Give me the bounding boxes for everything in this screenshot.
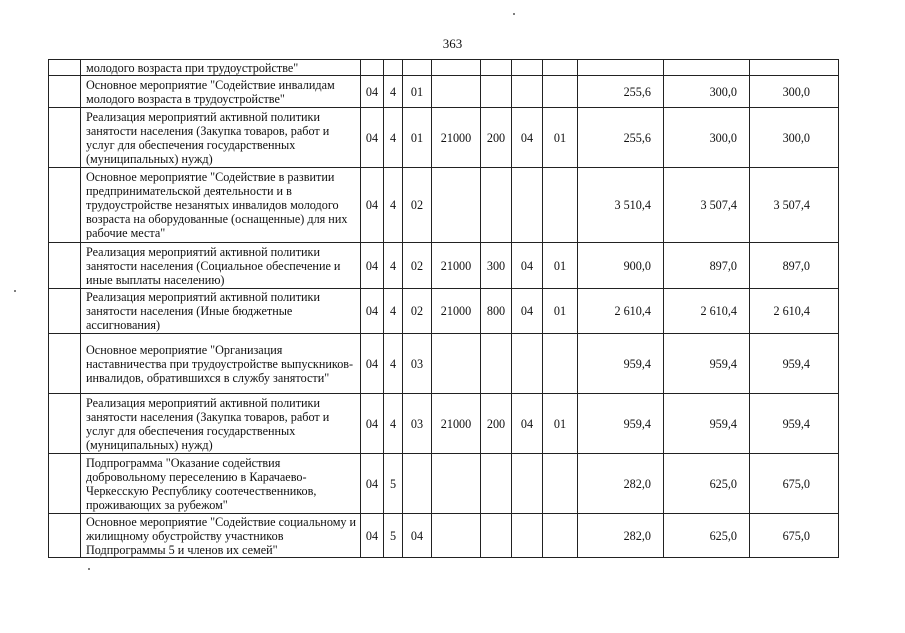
code-cell: [403, 60, 432, 76]
code-cell: 04: [361, 514, 384, 558]
number-cell: [49, 243, 81, 289]
amount-cell: 2 610,4: [750, 289, 839, 334]
number-cell: [49, 76, 81, 108]
amount-cell: [578, 60, 664, 76]
code-cell: [403, 454, 432, 514]
code-cell: 5: [384, 454, 403, 514]
code-cell: 04: [512, 108, 543, 168]
table-row: [49, 108, 839, 168]
amount-cell: 3 507,4: [750, 168, 839, 243]
code-cell: 01: [403, 108, 432, 168]
code-cell: 5: [384, 514, 403, 558]
amount-cell: 959,4: [750, 334, 839, 394]
scan-speck: [513, 13, 515, 15]
table-row: [49, 334, 839, 394]
code-cell: 4: [384, 76, 403, 108]
code-cell: 01: [543, 108, 578, 168]
code-cell: 21000: [432, 289, 481, 334]
amount-cell: 625,0: [664, 454, 750, 514]
code-cell: 01: [543, 289, 578, 334]
code-cell: 4: [384, 334, 403, 394]
code-cell: [432, 454, 481, 514]
code-cell: [361, 60, 384, 76]
table-row: [49, 168, 839, 243]
amount-cell: 959,4: [578, 394, 664, 454]
code-cell: 04: [403, 514, 432, 558]
code-cell: [432, 168, 481, 243]
scan-speck: [14, 290, 16, 292]
code-cell: [432, 76, 481, 108]
amount-cell: 897,0: [750, 243, 839, 289]
amount-cell: 300,0: [664, 76, 750, 108]
code-cell: [432, 514, 481, 558]
code-cell: [481, 334, 512, 394]
code-cell: 4: [384, 289, 403, 334]
amount-cell: 900,0: [578, 243, 664, 289]
description-cell: Реализация мероприятий активной политики занятости населения (Иные бюджетные ассигнования): [81, 289, 361, 334]
code-cell: 21000: [432, 108, 481, 168]
amount-cell: 282,0: [578, 454, 664, 514]
number-cell: [49, 394, 81, 454]
code-cell: 4: [384, 243, 403, 289]
code-cell: [543, 168, 578, 243]
amount-cell: [750, 60, 839, 76]
code-cell: [512, 454, 543, 514]
code-cell: 04: [512, 289, 543, 334]
code-cell: [512, 514, 543, 558]
amount-cell: 897,0: [664, 243, 750, 289]
code-cell: 04: [361, 289, 384, 334]
scan-speck: [88, 568, 90, 570]
amount-cell: 2 610,4: [664, 289, 750, 334]
code-cell: 01: [543, 394, 578, 454]
code-cell: 300: [481, 243, 512, 289]
code-cell: [384, 60, 403, 76]
code-cell: 01: [543, 243, 578, 289]
amount-cell: 2 610,4: [578, 289, 664, 334]
code-cell: [481, 60, 512, 76]
table-row: [49, 289, 839, 334]
number-cell: [49, 289, 81, 334]
code-cell: 02: [403, 243, 432, 289]
page-number: 363: [442, 36, 463, 51]
amount-cell: [664, 60, 750, 76]
table-row: [49, 514, 839, 558]
code-cell: [543, 454, 578, 514]
code-cell: 4: [384, 168, 403, 243]
table-row: [49, 76, 839, 108]
code-cell: [543, 514, 578, 558]
code-cell: [543, 76, 578, 108]
code-cell: 01: [403, 76, 432, 108]
amount-cell: 675,0: [750, 454, 839, 514]
code-cell: 04: [512, 243, 543, 289]
code-cell: 03: [403, 334, 432, 394]
code-cell: [512, 76, 543, 108]
code-cell: [481, 514, 512, 558]
description-cell: Подпрограмма "Оказание содействия добровольному переселению в Карачаево-Черкесскую Республику соотечественников, проживающих за рубежом": [81, 454, 361, 514]
description-cell: Основное мероприятие "Содействие инвалидам молодого возраста в трудоустройстве": [81, 76, 361, 108]
code-cell: [432, 334, 481, 394]
description-cell: Основное мероприятие "Содействие в развитии предпринимательской деятельности и в трудоустройстве незанятых инвалидов молодого возраста на оборудованные (оснащенные) для них рабочие места": [81, 168, 361, 243]
code-cell: 04: [361, 454, 384, 514]
code-cell: 21000: [432, 394, 481, 454]
code-cell: [481, 454, 512, 514]
description-cell: Основное мероприятие "Содействие социальному и жилищному обустройству участников Подпрограммы 5 и членов их семей": [81, 514, 361, 558]
code-cell: [512, 60, 543, 76]
code-cell: [432, 60, 481, 76]
amount-cell: 3 507,4: [664, 168, 750, 243]
number-cell: [49, 454, 81, 514]
code-cell: 4: [384, 394, 403, 454]
amount-cell: 300,0: [664, 108, 750, 168]
description-cell: Реализация мероприятий активной политики занятости населения (Закупка товаров, работ и услуг для обеспечения государственных (муниципальных) нужд): [81, 394, 361, 454]
table-row: [49, 60, 839, 76]
amount-cell: 959,4: [750, 394, 839, 454]
code-cell: [512, 168, 543, 243]
code-cell: [512, 334, 543, 394]
amount-cell: 255,6: [578, 108, 664, 168]
amount-cell: 959,4: [578, 334, 664, 394]
code-cell: 02: [403, 289, 432, 334]
code-cell: 04: [512, 394, 543, 454]
table-row: [49, 454, 839, 514]
code-cell: 02: [403, 168, 432, 243]
number-cell: [49, 60, 81, 76]
description-cell: Реализация мероприятий активной политики занятости населения (Социальное обеспечение и иные выплаты населению): [81, 243, 361, 289]
code-cell: 04: [361, 108, 384, 168]
code-cell: 200: [481, 394, 512, 454]
amount-cell: 255,6: [578, 76, 664, 108]
code-cell: 800: [481, 289, 512, 334]
number-cell: [49, 514, 81, 558]
code-cell: 04: [361, 168, 384, 243]
budget-table: [48, 59, 839, 558]
code-cell: 04: [361, 243, 384, 289]
code-cell: 04: [361, 394, 384, 454]
code-cell: 04: [361, 76, 384, 108]
amount-cell: 675,0: [750, 514, 839, 558]
code-cell: [543, 60, 578, 76]
code-cell: 04: [361, 334, 384, 394]
code-cell: 4: [384, 108, 403, 168]
code-cell: 200: [481, 108, 512, 168]
amount-cell: 959,4: [664, 334, 750, 394]
amount-cell: 300,0: [750, 108, 839, 168]
number-cell: [49, 108, 81, 168]
table-row: [49, 394, 839, 454]
amount-cell: 625,0: [664, 514, 750, 558]
code-cell: [481, 168, 512, 243]
amount-cell: 282,0: [578, 514, 664, 558]
code-cell: [543, 334, 578, 394]
code-cell: 21000: [432, 243, 481, 289]
description-cell: Реализация мероприятий активной политики занятости населения (Закупка товаров, работ и услуг для обеспечения государственных (муниципальных) нужд): [81, 108, 361, 168]
amount-cell: 300,0: [750, 76, 839, 108]
amount-cell: 3 510,4: [578, 168, 664, 243]
description-cell: молодого возраста при трудоустройстве": [81, 60, 361, 76]
code-cell: 03: [403, 394, 432, 454]
code-cell: [481, 76, 512, 108]
number-cell: [49, 334, 81, 394]
amount-cell: 959,4: [664, 394, 750, 454]
table-row: [49, 243, 839, 289]
number-cell: [49, 168, 81, 243]
description-cell: Основное мероприятие "Организация наставничества при трудоустройстве выпускников-инвалидов, обратившихся в службу занятости": [81, 334, 361, 394]
